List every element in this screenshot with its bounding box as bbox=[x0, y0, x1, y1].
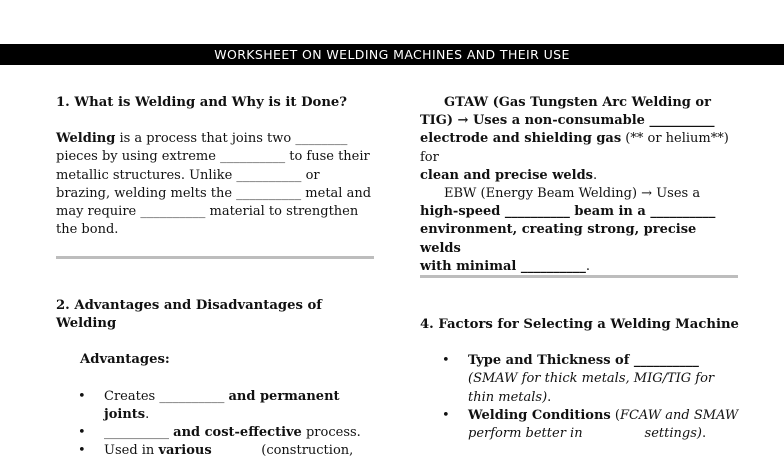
bullet-italic: FCAW and SMAW bbox=[619, 407, 739, 423]
section-1-paragraph bbox=[56, 130, 376, 239]
gtaw-line: TIG) → Uses a non-consumable __________ bbox=[420, 113, 715, 129]
bullet-bold: and cost-effective bbox=[173, 425, 302, 441]
para-line: brazing, welding melts the __________ metal and bbox=[56, 185, 372, 201]
ebw-text: → Uses a bbox=[637, 186, 701, 201]
section-advantages bbox=[56, 297, 386, 460]
para-line: pieces by using extreme __________ to fuse their bbox=[56, 149, 370, 165]
list-item bbox=[420, 352, 740, 407]
worksheet-title: WORKSHEET ON WELDING MACHINES AND THEIR USE bbox=[214, 47, 570, 62]
gtaw-text: (** or helium**) for bbox=[420, 131, 729, 165]
ebw-bold: strong, precise welds bbox=[420, 222, 697, 256]
ebw-bold: environment, creating bbox=[420, 222, 588, 238]
para-line: the bond. bbox=[56, 222, 119, 238]
bullet-text: (construction, bbox=[211, 443, 354, 459]
list-item bbox=[56, 424, 386, 442]
section-divider bbox=[56, 256, 374, 259]
ebw-text: EBW (Energy Beam Welding) bbox=[444, 186, 638, 201]
bullet-text: Creates __________ bbox=[104, 388, 229, 404]
section-what-is-welding bbox=[56, 94, 376, 239]
bullet-italic: (SMAW for thick metals, MIG/TIG for bbox=[468, 371, 715, 387]
gtaw-bold: clean and precise welds bbox=[420, 167, 594, 183]
ebw-line: high-speed __________ beam in a __________ bbox=[420, 204, 716, 220]
bullet-text: . bbox=[547, 389, 552, 405]
list-item bbox=[56, 388, 386, 424]
bullet-bold: and permanent bbox=[228, 388, 340, 404]
bullet-italic: perform better in settings) bbox=[468, 426, 702, 442]
ebw-paragraph bbox=[420, 185, 740, 276]
section-2-heading: 2. Advantages and Disadvantages of Welding bbox=[56, 298, 322, 332]
bullet-text: __________ bbox=[104, 425, 174, 441]
bullet-text: . bbox=[145, 406, 150, 422]
welding-term: Welding bbox=[56, 131, 116, 147]
bullet-text: Used in bbox=[104, 443, 159, 459]
list-item bbox=[56, 442, 386, 460]
bullet-bold: various bbox=[158, 443, 212, 459]
gtaw-text: . bbox=[593, 167, 598, 183]
gtaw-line: GTAW (Gas Tungsten Arc Welding or bbox=[444, 95, 711, 110]
bullet-bold: Type and Thickness of __________ bbox=[468, 353, 699, 369]
ebw-text: . bbox=[585, 258, 590, 274]
bullet-bold: joints bbox=[104, 406, 146, 422]
list-item bbox=[420, 407, 740, 443]
bullet-text: process. bbox=[301, 425, 361, 441]
advantages-list bbox=[56, 388, 386, 460]
para-line: is a process that joins two ________ bbox=[115, 131, 348, 147]
factors-list bbox=[420, 352, 740, 443]
bullet-bold: Welding Conditions bbox=[468, 407, 611, 423]
para-line: metallic structures. Unlike __________ or bbox=[56, 167, 320, 183]
ebw-bold: with minimal __________ bbox=[420, 258, 586, 274]
section-1-heading: 1. What is Welding and Why is it Done? bbox=[56, 95, 348, 110]
bullet-italic: thin metals) bbox=[468, 389, 548, 405]
section-divider bbox=[420, 275, 738, 278]
advantages-subheading: Advantages: bbox=[80, 352, 170, 368]
section-factors bbox=[420, 316, 740, 443]
gtaw-paragraph bbox=[420, 94, 740, 185]
worksheet-title-banner bbox=[0, 44, 784, 65]
para-line: may require __________ material to strengthen bbox=[56, 204, 359, 220]
bullet-text: . bbox=[701, 426, 707, 442]
section-4-heading: 4. Factors for Selecting a Welding Machine bbox=[420, 317, 739, 332]
bullet-text: ( bbox=[610, 407, 620, 423]
gtaw-bold: electrode and shielding gas bbox=[420, 131, 622, 147]
